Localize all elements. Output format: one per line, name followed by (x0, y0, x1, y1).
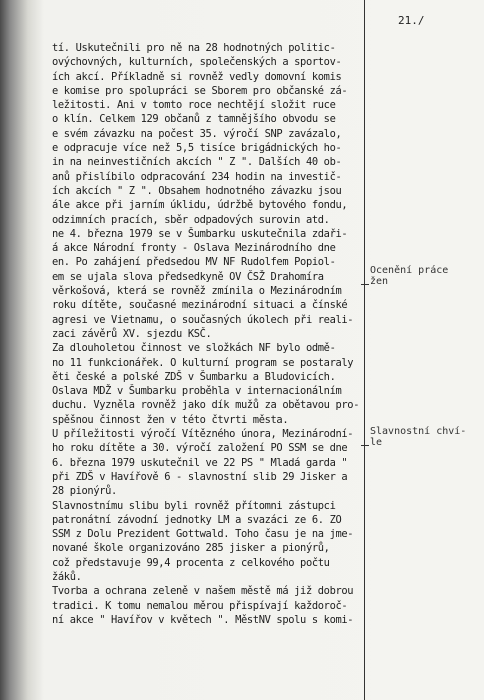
text-line: což představuje 99,4 procenta z celkového počtu (52, 556, 330, 569)
text-line: Oslava MDŽ v Šumbarku proběhla v internacionálním (52, 385, 342, 398)
typed-body-text (52, 41, 368, 627)
text-line: e svém závazku na počest 35. výročí SNP zavázalo, (52, 127, 342, 140)
text-line: zaci závěrů XV. sjezdu KSČ. (52, 327, 212, 340)
text-line: tradici. K tomu nemalou měrou přispívají každoroč- (52, 599, 348, 612)
text-line: 28 pionýrů. (52, 485, 117, 498)
text-line: in na neinvestičních akcích " Z ". Dalších 40 ob- (52, 156, 342, 169)
text-line: odzimních pracích, sběr odpadových surovin atd. (52, 213, 330, 226)
text-line: ích akcích " Z ". Obsahem hodnotného závazku jsou (52, 184, 342, 197)
text-line: duchu. Vyzněla rovněž jako dík mužů za obětavou pro- (52, 399, 360, 412)
text-line: o klín. Celkem 129 občanů z tamnějšího obvodu se (52, 113, 336, 126)
text-line: věrkošová, která se rovněž zmínila o Mezinárodním (52, 285, 342, 298)
text-line: ovýchovných, kulturních, společenských a sportov- (52, 56, 342, 69)
text-line: ne 4. března 1979 se v Šumbarku uskutečnila zdaři- (52, 227, 348, 240)
text-line: ích akcí. Příkladně si rovněž vedly domovní komis (52, 70, 342, 83)
text-line: á akce Národní fronty - Oslava Mezinárodního dne (52, 242, 336, 255)
text-line: žáků. (52, 570, 82, 583)
text-line: em se ujala slova předsedkyně OV ČSŽ Drahomíra (52, 270, 324, 283)
text-line: ležitosti. Ani v tomto roce nechtějí složit ruce (52, 99, 336, 112)
text-line: 6. března 1979 uskutečnil ve 22 PS " Mladá garda " (52, 456, 348, 469)
text-line: U příležitosti výročí Vítězného února, Mezinárodní- (52, 428, 354, 441)
text-line: SSM z Dolu Prezident Gottwald. Toho času je na jme- (52, 528, 354, 541)
text-line: ní akce " Havířov v květech ". MěstNV spolu s komi- (52, 613, 354, 626)
text-line: e odpracuje více než 5,5 tisíce brigádnických ho- (52, 142, 342, 155)
text-line: agresi ve Vietnamu, o současných úkolech při reali- (52, 313, 354, 326)
text-line: Slavnostnímu slibu byli rovněž přítomni zástupci (52, 499, 336, 512)
text-line: anů přislíbilo odpracování 234 hodin na investič- (52, 170, 342, 183)
text-line: e komise pro spolupráci se Sborem pro občanské zá- (52, 84, 348, 97)
text-line: ále akce při jarním úklidu, údržbě bytového fondu, (52, 199, 348, 212)
margin-note-women-work: Ocenění práce žen (370, 265, 449, 287)
page-number: 21./ (398, 14, 425, 27)
text-line: ěti české a polské ZDŠ v Šumbarku a Bludovicích. (52, 370, 336, 383)
text-line: nované škole organizováno 285 jisker a pionýrů, (52, 542, 330, 555)
text-line: no 11 funkcionářek. O kulturní program se postaraly (52, 356, 354, 369)
text-line: spěšnou činnost žen v této čtvrti města. (52, 413, 289, 426)
text-line: Za dlouholetou činnost ve složkách NF bylo odmě- (52, 342, 336, 355)
text-line: patronátní závodní jednotky LM a svazáci ze 6. ZO (52, 513, 342, 526)
text-line: tí. Uskutečnili pro ně na 28 hodnotných politic- (52, 42, 336, 54)
text-line: při ZDŠ v Havířově 6 - slavnostní slib 29 Jisker a (52, 470, 348, 483)
text-line: Tvorba a ochrana zeleně v našem městě má již dobrou (52, 585, 354, 598)
text-line: ho roku dítěte a 30. výročí založení PO SSM se dne (52, 442, 348, 455)
margin-note-ceremony: Slavnostní chví- le (370, 426, 467, 448)
text-line: roku dítěte, současné mezinárodní situaci a čínské (52, 299, 348, 312)
text-line: en. Po zahájení předsedou MV NF Rudolfem Popiol- (52, 256, 336, 269)
